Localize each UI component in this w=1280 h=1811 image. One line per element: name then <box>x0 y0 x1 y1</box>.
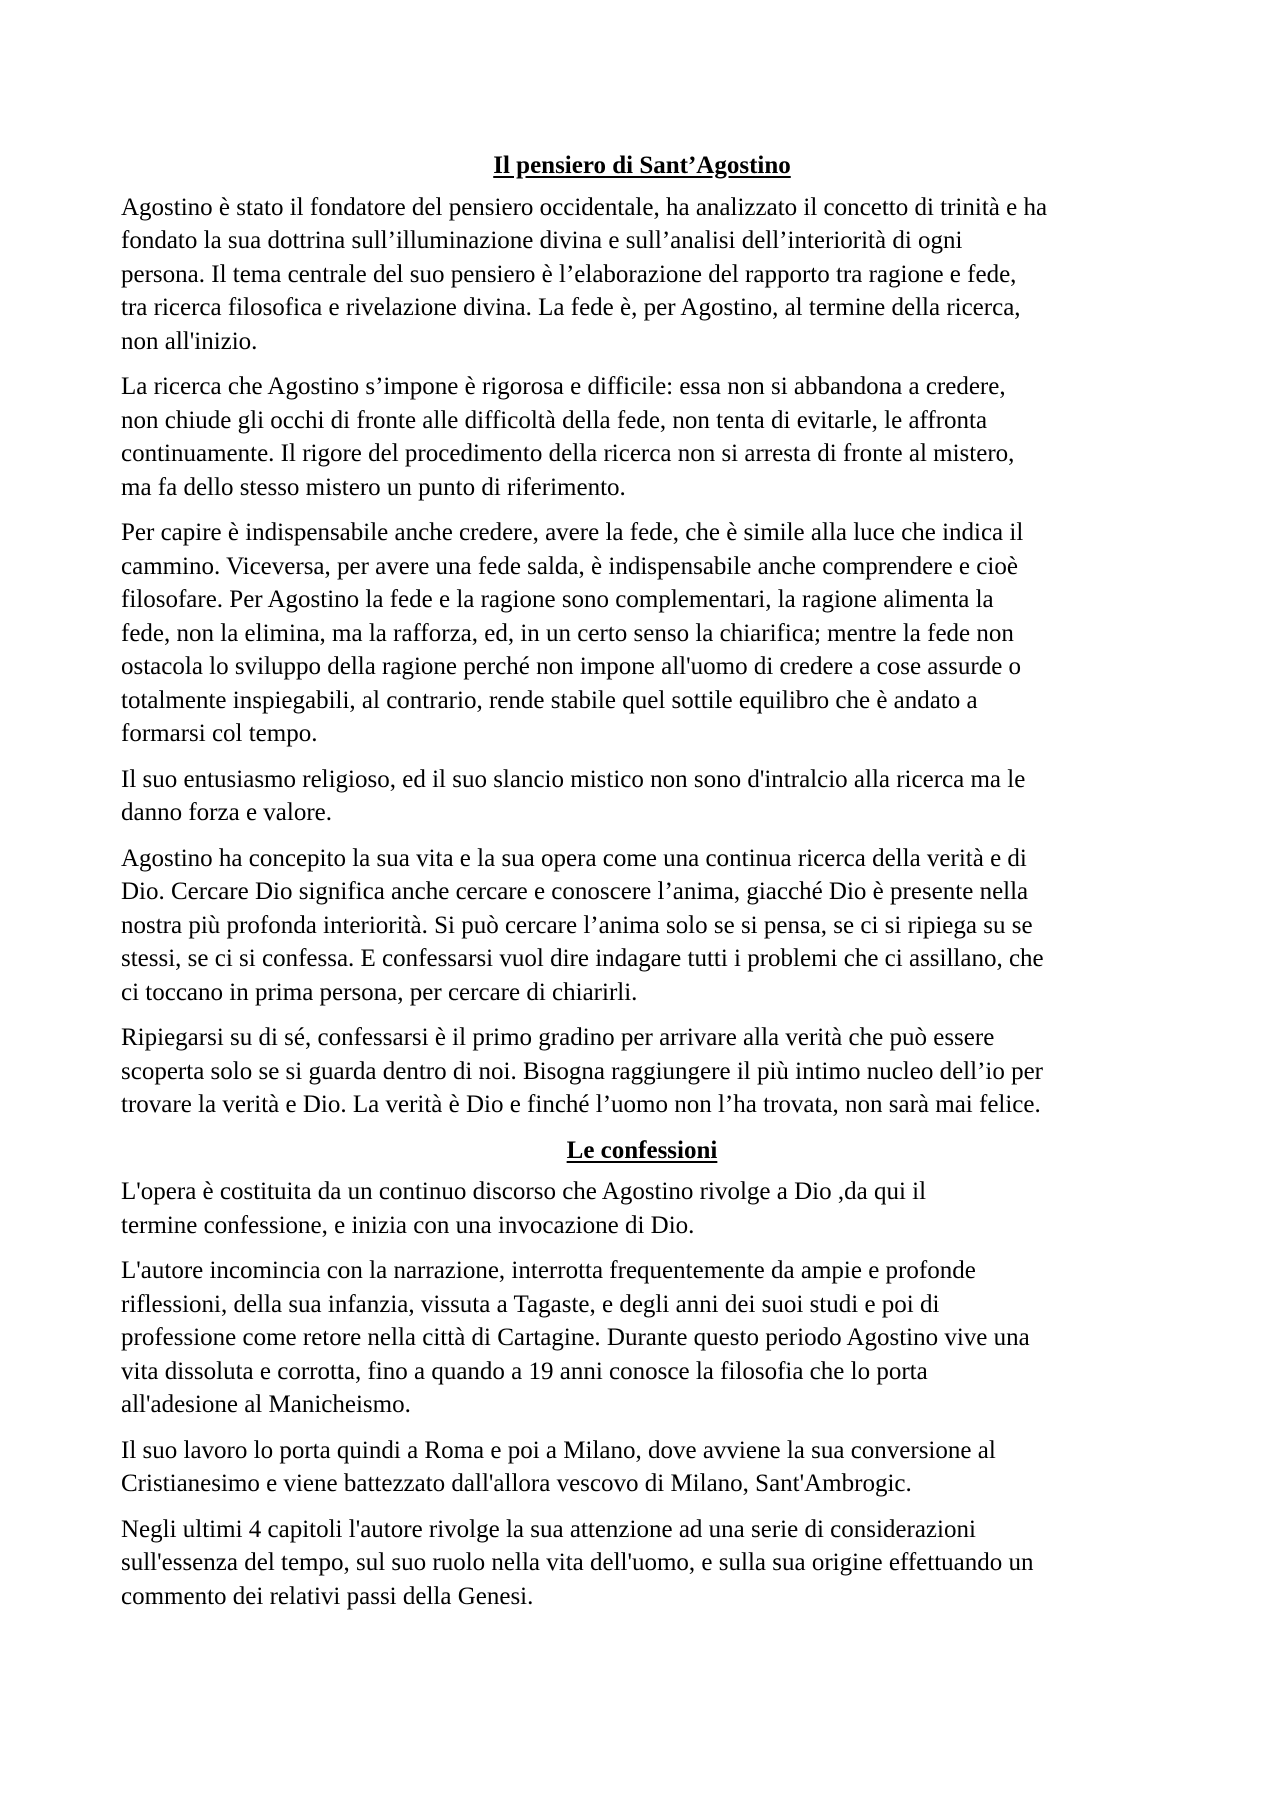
section <box>121 1134 1163 1614</box>
text-line: L'opera è costituita da un continuo discorso che Agostino rivolge a Dio ,da qui il <box>121 1178 927 1205</box>
paragraph <box>121 370 1163 504</box>
text-line: Dio. Cercare Dio significa anche cercare e conoscere l’anima, giacché Dio è presente nella <box>121 878 1029 905</box>
text-line: stessi, se ci si confessa. E confessarsi vuol dire indagare tutti i problemi che ci assillano, che <box>121 945 1044 972</box>
text-line: Cristianesimo e viene battezzato dall'allora vescovo di Milano, Sant'Ambrogic. <box>121 1470 912 1497</box>
text-line: La ricerca che Agostino s’impone è rigorosa e difficile: essa non si abbandona a credere, <box>121 373 1006 400</box>
text-line: sull'essenza del tempo, sul suo ruolo nella vita dell'uomo, e sulla sua origine effettuando un <box>121 1549 1034 1576</box>
sections-container <box>121 191 1163 1614</box>
text-line: persona. Il tema centrale del suo pensiero è l’elaborazione del rapporto tra ragione e fede, <box>121 260 1017 288</box>
document-body <box>121 149 1163 1625</box>
text-line: continuamente. Il rigore del procedimento della ricerca non si arresta di fronte al mistero, <box>121 440 1015 467</box>
text-line: non chiude gli occhi di fronte alle difficoltà della fede, non tenta di evitarle, le affronta <box>121 406 988 434</box>
text-line: cammino. Viceversa, per avere una fede salda, è indispensabile anche comprendere e cioè <box>121 552 1018 580</box>
text-line: commento dei relativi passi della Genesi. <box>121 1582 534 1610</box>
text-line: non all'inizio. <box>121 327 258 355</box>
text-line: professione come retore nella città di Cartagine. Durante questo periodo Agostino vive una <box>121 1324 1030 1351</box>
text-line: formarsi col tempo. <box>121 720 318 747</box>
paragraph <box>121 1254 1163 1422</box>
paragraph <box>121 191 1163 359</box>
text-line: Negli ultimi 4 capitoli l'autore rivolge la sua attenzione ad una serie di considerazioni <box>121 1515 976 1543</box>
text-line: fede, non la elimina, ma la rafforza, ed, in un certo senso la chiarifica; mentre la fede non <box>121 619 1014 647</box>
text-line: Ripiegarsi su di sé, confessarsi è il primo gradino per arrivare alla verità che può essere <box>121 1024 995 1051</box>
text-line: nostra più profonda interiorità. Si può cercare l’anima solo se si pensa, se ci si ripiega su se <box>121 911 1033 939</box>
paragraph <box>121 763 1163 830</box>
text-line: Il suo entusiasmo religioso, ed il suo slancio mistico non sono d'intralcio alla ricerca ma le <box>121 765 1026 793</box>
paragraph <box>121 516 1163 751</box>
text-line: vita dissoluta e corrotta, fino a quando a 19 anni conosce la filosofia che lo porta <box>121 1357 928 1385</box>
section-heading: Le confessioni <box>566 1136 718 1164</box>
text-line: Per capire è indispensabile anche credere, avere la fede, che è simile alla luce che indica il <box>121 519 1024 546</box>
text-line: totalmente inspiegabili, al contrario, rende stabile quel sottile equilibro che è andato a <box>121 686 978 714</box>
text-line: fondato la sua dottrina sull’illuminazione divina e sull’analisi dell’interiorità di ogni <box>121 227 963 254</box>
text-line: filosofare. Per Agostino la fede e la ragione sono complementari, la ragione alimenta la <box>121 586 994 613</box>
paragraph <box>121 1175 1163 1242</box>
text-line: scoperta solo se si guarda dentro di noi. Bisogna raggiungere il più intimo nucleo dell’io per <box>121 1057 1044 1085</box>
text-line: ma fa dello stesso mistero un punto di riferimento. <box>121 473 626 501</box>
paragraph <box>121 1513 1163 1614</box>
text-line: ci toccano in prima persona, per cercare di chiarirli. <box>121 978 638 1006</box>
text-line: trovare la verità e Dio. La verità è Dio e finché l’uomo non l’ha trovata, non sarà mai felice. <box>121 1091 1041 1118</box>
text-line: danno forza e valore. <box>121 799 332 826</box>
text-line: L'autore incomincia con la narrazione, interrotta frequentemente da ampie e profonde <box>121 1257 976 1284</box>
text-line: tra ricerca filosofica e rivelazione divina. La fede è, per Agostino, al termine della ricerca, <box>121 294 1021 321</box>
paragraph <box>121 1434 1163 1501</box>
text-line: termine confessione, e inizia con una invocazione di Dio. <box>121 1211 695 1239</box>
text-line: Agostino ha concepito la sua vita e la sua opera come una continua ricerca della verità e di <box>121 844 1027 872</box>
text-line: ostacola lo sviluppo della ragione perché non impone all'uomo di credere a cose assurde o <box>121 653 1022 680</box>
text-line: all'adesione al Manicheismo. <box>121 1391 411 1418</box>
text-line: Agostino è stato il fondatore del pensiero occidentale, ha analizzato il concetto di trinità e ha <box>121 193 1048 221</box>
text-line: riflessioni, della sua infanzia, vissuta a Tagaste, e degli anni dei suoi studi e poi di <box>121 1290 940 1318</box>
text-line: Il suo lavoro lo porta quindi a Roma e poi a Milano, dove avviene la sua conversione al <box>121 1436 996 1464</box>
section <box>121 191 1163 1122</box>
paragraph <box>121 842 1163 1010</box>
page-title: Il pensiero di Sant’Agostino <box>493 152 791 179</box>
paragraph <box>121 1021 1163 1122</box>
